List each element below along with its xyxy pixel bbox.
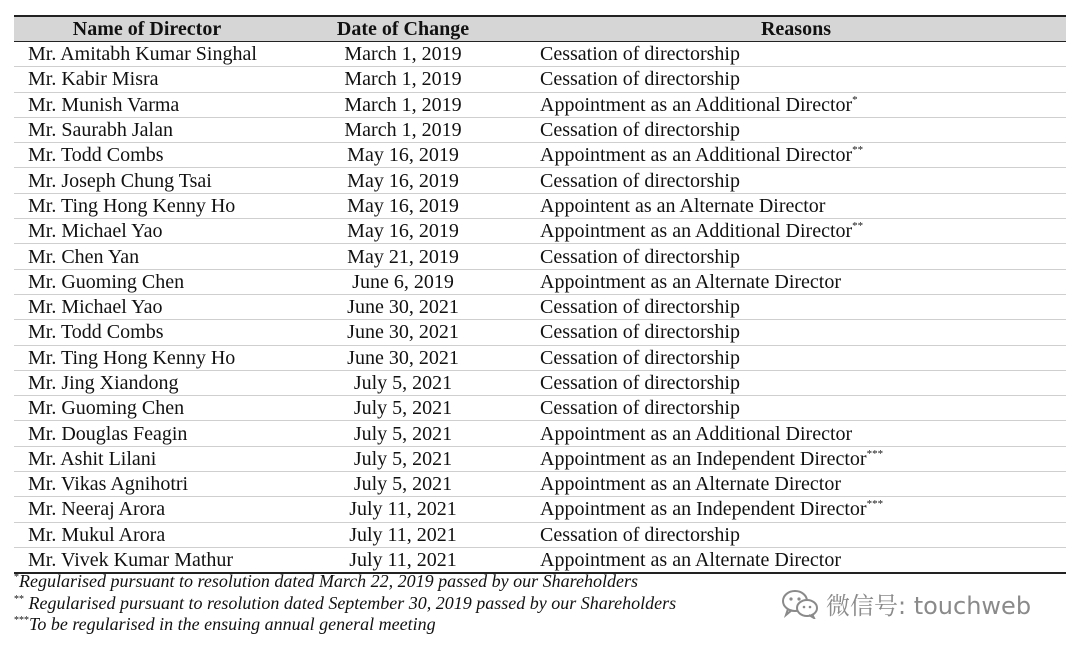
change-reason-cell (526, 143, 1066, 168)
director-name: Mr. Todd Combs (28, 321, 164, 344)
header-name: Name of Director (72, 18, 222, 40)
change-date: May 16, 2019 (347, 194, 459, 217)
footnote-1 (14, 571, 676, 593)
change-reason: Cessation of directorship (540, 68, 740, 91)
footnote-text: To be regularised in the ensuing annual general meeting (29, 614, 436, 634)
change-reason: Cessation of directorship (540, 372, 740, 394)
table-row (14, 345, 1066, 370)
change-reason: Cessation of directorship (540, 43, 740, 66)
table-row (14, 244, 1066, 269)
change-reason: Cessation of directorship (540, 169, 740, 192)
change-reason: Appointment as an Independent Director (540, 447, 867, 470)
director-name: Mr. Mukul Arora (28, 523, 166, 546)
change-date: July 5, 2021 (353, 422, 453, 445)
change-reason-cell (526, 345, 1066, 370)
director-name: Mr. Ashit Lilani (28, 447, 157, 470)
change-reason: Appointment as an Alternate Director (540, 473, 842, 496)
table-row (14, 193, 1066, 218)
change-reason-cell (526, 269, 1066, 294)
table-row (14, 497, 1066, 522)
director-name: Mr. Michael Yao (28, 296, 163, 319)
director-name: Mr. Guoming Chen (28, 397, 185, 420)
change-reason: Cessation of directorship (540, 523, 740, 546)
director-name: Mr. Todd Combs (28, 144, 164, 167)
change-reason: Appointent as an Alternate Director (540, 194, 826, 217)
director-name: Mr. Amitabh Kumar Singhal (28, 43, 257, 66)
change-reason: Cessation of directorship (540, 296, 740, 319)
change-date: July 11, 2021 (349, 523, 457, 546)
footnote-mark: ** (14, 593, 24, 605)
change-date: May 16, 2019 (347, 144, 459, 167)
footnote-marker: * (852, 93, 858, 106)
footnote-marker: ** (852, 220, 864, 233)
footnote-2 (14, 593, 676, 615)
change-date: July 5, 2021 (353, 447, 453, 470)
footnote-marker: ** (852, 144, 864, 157)
table-row (14, 42, 1066, 67)
wechat-icon (780, 589, 820, 619)
table-row (14, 421, 1066, 446)
director-name: Mr. Vivek Kumar Mathur (28, 549, 234, 572)
change-date: July 5, 2021 (353, 473, 453, 496)
change-date: July 5, 2021 (353, 397, 453, 420)
director-name: Mr. Ting Hong Kenny Ho (28, 194, 236, 217)
director-name: Mr. Munish Varma (28, 93, 180, 116)
change-date: July 5, 2021 (353, 372, 453, 394)
table-row (14, 396, 1066, 421)
change-reason-cell (526, 446, 1066, 471)
table-row (14, 168, 1066, 193)
footnote-text: Regularised pursuant to resolution dated September 30, 2019 passed by our Shareholders (24, 592, 677, 613)
table-body (14, 42, 1066, 574)
table-row (14, 547, 1066, 573)
director-name: Mr. Douglas Feagin (28, 422, 188, 445)
change-reason-cell (526, 522, 1066, 547)
change-reason: Appointment as an Additional Director (540, 220, 853, 243)
director-name: Mr. Ting Hong Kenny Ho (28, 346, 236, 369)
director-name: Mr. Kabir Misra (28, 68, 159, 91)
change-reason-cell (526, 320, 1066, 345)
change-date: June 6, 2019 (352, 270, 454, 293)
director-name: Mr. Jing Xiandong (28, 372, 179, 394)
director-name: Mr. Joseph Chung Tsai (28, 169, 212, 192)
header-row (14, 16, 1066, 42)
change-date: July 11, 2021 (349, 498, 457, 521)
table-row (14, 143, 1066, 168)
change-reason-cell (526, 117, 1066, 142)
change-reason: Appointment as an Additional Director (540, 422, 853, 445)
table-row (14, 92, 1066, 117)
change-date: March 1, 2019 (344, 119, 462, 142)
table-row (14, 117, 1066, 142)
table-row (14, 269, 1066, 294)
footnote-mark: * (14, 572, 19, 583)
change-date: June 30, 2021 (347, 346, 459, 369)
director-name: Mr. Chen Yan (28, 245, 140, 268)
change-date: May 21, 2019 (347, 245, 459, 268)
change-date: June 30, 2021 (347, 296, 459, 319)
change-reason: Cessation of directorship (540, 321, 740, 344)
change-reason-cell (526, 396, 1066, 421)
table-row (14, 472, 1066, 497)
change-reason-cell (526, 92, 1066, 117)
table-header (14, 16, 1066, 42)
change-reason-cell (526, 472, 1066, 497)
table-row (14, 446, 1066, 471)
change-reason: Appointment as an Alternate Director (540, 549, 842, 572)
change-reason-cell (526, 370, 1066, 395)
change-reason-cell (526, 244, 1066, 269)
director-name: Mr. Guoming Chen (28, 270, 185, 293)
change-reason-cell (526, 168, 1066, 193)
change-date: March 1, 2019 (344, 68, 462, 91)
change-reason: Cessation of directorship (540, 119, 740, 142)
table-row (14, 320, 1066, 345)
change-reason-cell (526, 421, 1066, 446)
change-date: June 30, 2021 (347, 321, 459, 344)
footnote-marker: *** (866, 447, 884, 460)
change-date: March 1, 2019 (344, 43, 462, 66)
change-reason-cell (526, 294, 1066, 319)
table-row (14, 370, 1066, 395)
change-reason-cell (526, 547, 1066, 573)
director-name: Mr. Neeraj Arora (28, 498, 166, 521)
change-date: May 16, 2019 (347, 169, 459, 192)
change-reason: Cessation of directorship (540, 397, 740, 420)
table-row (14, 67, 1066, 92)
change-reason-cell (526, 42, 1066, 67)
table-row (14, 294, 1066, 319)
directors-table-container (14, 15, 1066, 574)
change-reason-cell (526, 497, 1066, 522)
header-reason: Reasons (760, 18, 831, 40)
footnote-3 (14, 614, 676, 636)
change-reason-cell (526, 67, 1066, 92)
change-reason: Appointment as an Independent Director (540, 498, 867, 521)
change-date: May 16, 2019 (347, 220, 459, 243)
footnotes (14, 571, 676, 636)
change-date: March 1, 2019 (344, 93, 462, 116)
director-name: Mr. Vikas Agnihotri (28, 473, 189, 496)
change-reason: Appointment as an Additional Director (540, 144, 853, 167)
header-date: Date of Change (336, 18, 470, 40)
watermark (780, 586, 1031, 621)
footnote-marker: *** (866, 498, 884, 511)
director-name: Mr. Saurabh Jalan (28, 119, 173, 142)
footnote-mark: *** (14, 615, 29, 626)
directors-change-table (14, 15, 1066, 574)
change-date: July 11, 2021 (349, 549, 457, 572)
change-reason: Cessation of directorship (540, 245, 740, 268)
table-row (14, 219, 1066, 244)
change-reason: Cessation of directorship (540, 346, 740, 369)
change-reason: Appointment as an Alternate Director (540, 270, 842, 293)
watermark-text: 微信号: touchweb (826, 592, 1032, 620)
change-reason-cell (526, 193, 1066, 218)
footnote-text: Regularised pursuant to resolution dated March 22, 2019 passed by our Shareholders (19, 571, 638, 591)
change-reason: Appointment as an Additional Director (540, 93, 853, 116)
change-reason-cell (526, 219, 1066, 244)
table-row (14, 522, 1066, 547)
director-name: Mr. Michael Yao (28, 220, 163, 243)
